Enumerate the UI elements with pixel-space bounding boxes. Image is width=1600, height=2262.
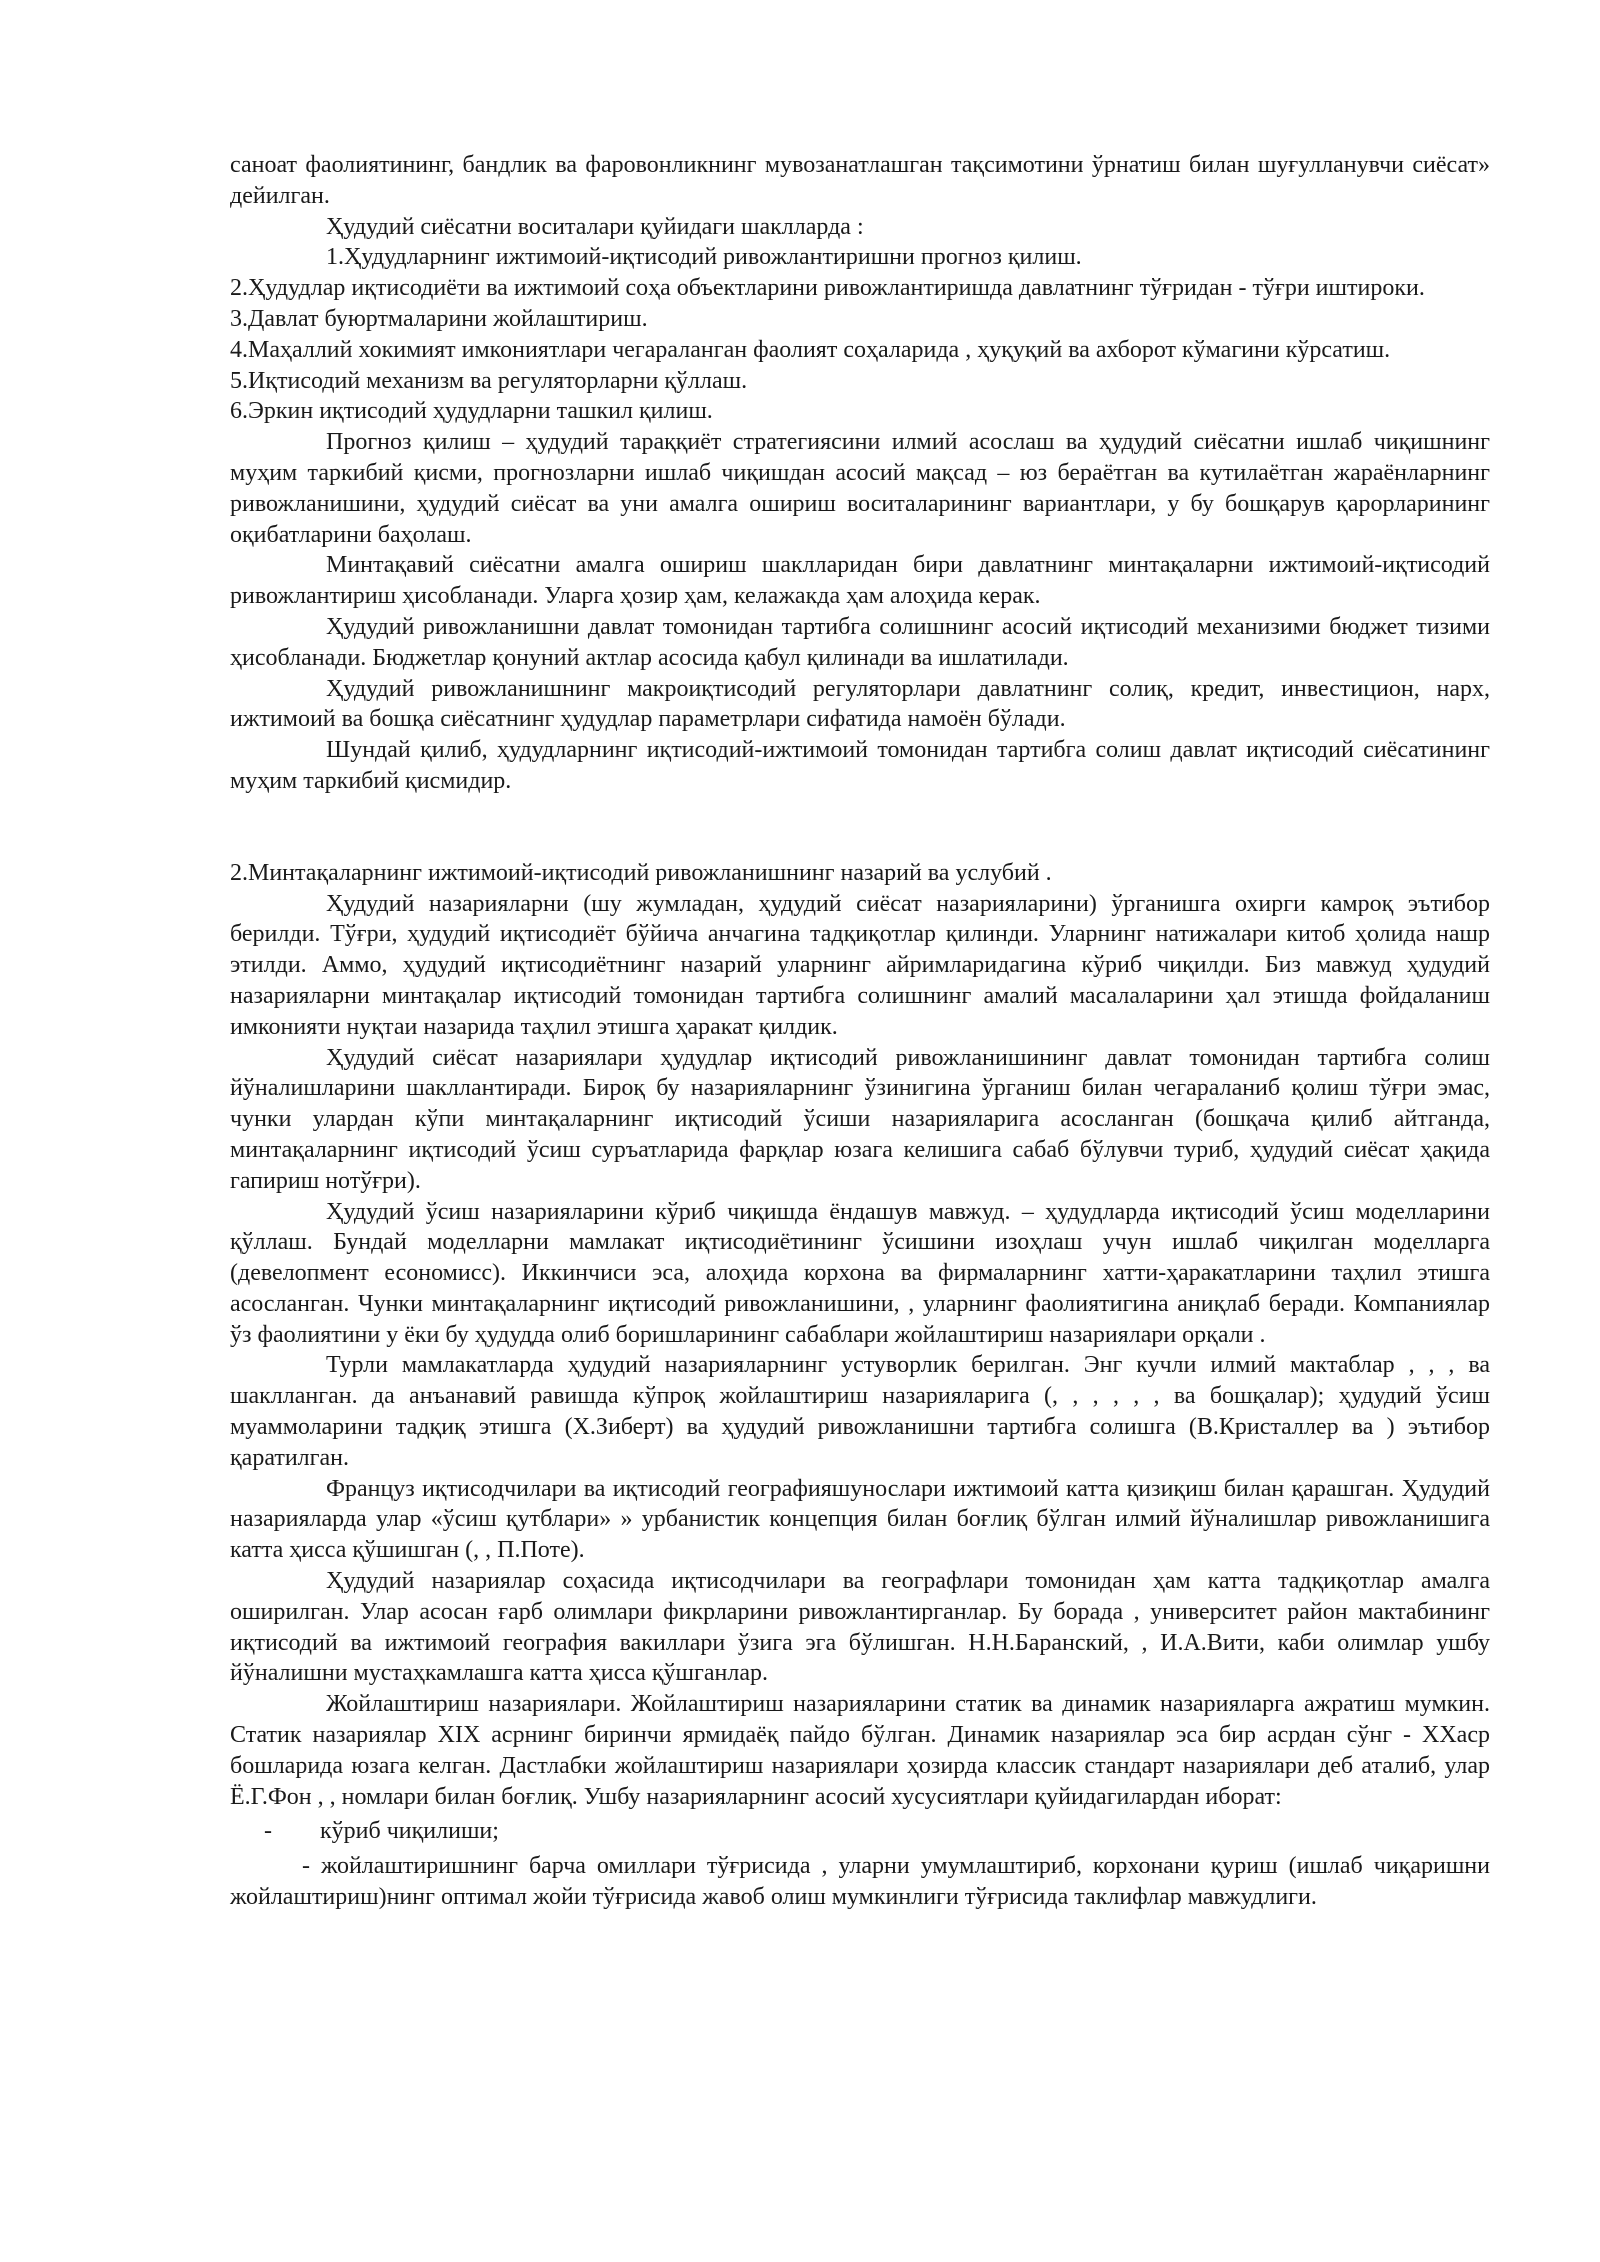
- paragraph: Ҳудудий назарияларни (шу жумладан, ҳудудий сиёсат назарияларини) ўрганишга охирги камроқ эътибор берилди. Тўғри, ҳудудий иқтисодиёт бўйича анчагина тадқиқотлар қилинди. Уларнинг натижалари китоб ҳолида нашр этилди. Аммо, ҳудудий иқтисодиётнинг назарий уларнинг айримларидагина кўриб чиқилди. Биз мавжуд ҳудудий назарияларни минтақалар иқтисодий томонидан тартибга солишнинг амалий масалаларини ҳал этишда фойдаланиш имконияти нуқтаи назарида таҳлил этишга ҳаракат қилдик.: [230, 890, 1490, 1040]
- bullet-item: - жойлаштиришнинг барча омиллари тўғрисида , уларни умумлаштириб, корхонани қуриш (ишлаб чиқаришни жойлаштириш)нинг оптимал жойи тўғрисида жавоб олиш мумкинлиги тўғрисида таклифлар мавжудлиги.: [230, 1853, 1490, 1911]
- list-item: 2.Ҳудудлар иқтисодиёти ва ижтимоий соҳа объектларини ривожлантиришда давлатнинг тўғридан - тўғри иштироки.: [230, 275, 1425, 302]
- paragraph: Ҳудудий назариялар соҳасида иқтисодчилари ва географлари томонидан ҳам катта тадқиқотлар амалга оширилган. Улар асосан ғарб олимлари фикрларини ривожлантирганлар. Бу борада , университет район мактабининг иқтисодий ва ижтимоий география вакиллари ўзига эга бўлишган. Н.Н.Баранский, , И.А.Вити, каби олимлар ушбу йўналишни мустаҳкамлашга катта ҳисса қўшганлар.: [230, 1568, 1490, 1687]
- paragraph: Ҳудудий ривожланишни давлат томонидан тартибга солишнинг асосий иқтисодий механизими бюджет тизими ҳисобланади. Бюджетлар қонуний актлар асосида қабул қилинади ва ишлатилади.: [230, 613, 1490, 671]
- list-item: 1.Ҳудудларнинг ижтимоий-иқтисодий ривожлантиришни прогноз қилиш.: [326, 244, 1082, 271]
- section-heading: 2.Минтақаларнинг ижтимоий-иқтисодий ривожланишнинг назарий ва услубий .: [230, 859, 1052, 886]
- paragraph: Ҳудудий сиёсат назариялари ҳудудлар иқтисодий ривожланишининг давлат томонидан тартибга солиш йўналишларини шакллантиради. Бироқ бу назарияларнинг ўзинигина ўрганиш билан чегараланиб қолиш тўғри эмас, чунки улардан кўпи минтақаларнинг иқтисодий ўсиши назарияларига асосланган (бошқача қилиб айтганда, минтақаларнинг иқтисодий ўсиш суръатларида фарқлар юзага келишига сабаб бўлувчи туриб, ҳудудий сиёсат ҳақида гапириш нотўғри).: [230, 1044, 1490, 1194]
- bullet-item: - кўриб чиқилиши;: [264, 1818, 499, 1845]
- paragraph: Жойлаштириш назариялари. Жойлаштириш назарияларини статик ва динамик назарияларга ажратиш мумкин. Статик назариялар XIX асрнинг биринчи ярмидаёқ пайдо бўлган. Динамик назариялар эса бир асрдан сўнг - XXаср бошларида юзага келган. Дастлабки жойлаштириш назариялари ҳозирда классик стандарт назариялари деб аталиб, улар Ё.Г.Фон , , номлари билан боғлиқ. Ушбу назарияларнинг асосий хусусиятлари қуйидагилардан иборат:: [230, 1691, 1490, 1810]
- list-item: 6.Эркин иқтисодий ҳудудларни ташкил қилиш.: [230, 398, 713, 425]
- document-page: [230, 150, 1490, 1913]
- paragraph: Прогноз қилиш – ҳудудий тараққиёт стратегиясини илмий асослаш ва ҳудудий сиёсатни ишлаб чиқишнинг муҳим таркибий қисми, прогнозларни ишлаб чиқишдан асосий мақсад – юз бераётган ва кутилаётган жараёнларнинг ривожланишини, ҳудудий сиёсат ва уни амалга ошириш воситаларининг вариантлари, у бу бошқарув қарорларининг оқибатларини баҳолаш.: [230, 429, 1490, 548]
- paragraph: Шундай қилиб, ҳудудларнинг иқтисодий-ижтимоий томонидан тартибга солиш давлат иқтисодий сиёсатининг муҳим таркибий қисмидир.: [230, 737, 1490, 794]
- paragraph: Турли мамлакатларда ҳудудий назарияларнинг устуворлик берилган. Энг кучли илмий мактаблар , , , ва шаклланган. да анъанавий равишда кўпроқ жойлаштириш назарияларига (, , , , , , ва бошқалар); ҳудудий ўсиш муаммоларини тадқиқ этишга (Х.Зиберт) ва ҳудудий ривожланишни тартибга солишга (В.Кристаллер ва ) эътибор қаратилган.: [230, 1352, 1490, 1471]
- paragraph: Ҳудудий ўсиш назарияларини кўриб чиқишда ёндашув мавжуд. – ҳудудларда иқтисодий ўсиш моделларини қўллаш. Бундай моделларни мамлакат иқтисодиётининг ўсишини изоҳлаш учун ишлаб чиқилган моделларга (девелопмент есономисс). Иккинчиси эса, алоҳида корхона ва фирмаларнинг хатти-ҳаракатларини таҳлил этишга асосланган. Чунки минтақаларнинг иқтисодий ривожланишини, , уларнинг фаолиятигина аниқлаб беради. Компаниялар ўз фаолиятини у ёки бу ҳудудда олиб боришларининг сабаблари жойлаштириш назариялари орқали .: [230, 1198, 1490, 1348]
- paragraph: Минтақавий сиёсатни амалга ошириш шаклларидан бири давлатнинг минтақаларни ижтимоий-иқтисодий ривожлантириш ҳисобланади. Уларга ҳозир ҳам, келажакда ҳам алоҳида керак.: [230, 552, 1490, 610]
- list-item: 4.Маҳаллий хокимият имкониятлари чегараланган фаолият соҳаларида , ҳуқуқий ва ахборот кўмагини кўрсатиш.: [230, 336, 1391, 363]
- paragraph: Ҳудудий сиёсатни воситалари қуйидаги шаклларда :: [326, 213, 864, 240]
- paragraph: саноат фаолиятининг, бандлик ва фаровонликнинг мувозанатлашган тақсимотини ўрнатиш билан шуғулланувчи сиёсат» дейилган.: [230, 152, 1490, 209]
- list-item: 3.Давлат буюртмаларини жойлаштириш.: [230, 305, 648, 332]
- paragraph: Ҳудудий ривожланишнинг макроиқтисодий регуляторлари давлатнинг солиқ, кредит, инвестицион, нарх, ижтимоий ва бошқа сиёсатнинг ҳудудлар параметрлари сифатида намоён бўлади.: [230, 675, 1490, 733]
- list-item: 5.Иқтисодий механизм ва регуляторларни қўллаш.: [230, 367, 748, 394]
- paragraph: Француз иқтисодчилари ва иқтисодий географияшунослари ижтимоий катта қизиқиш билан қарашган. Ҳудудий назарияларда улар «ўсиш қутблари» » урбанистик концепция билан боғлиқ бўлган илмий йўналишлар ривожланишига катта ҳисса қўшишган (, , П.Поте).: [230, 1475, 1490, 1564]
